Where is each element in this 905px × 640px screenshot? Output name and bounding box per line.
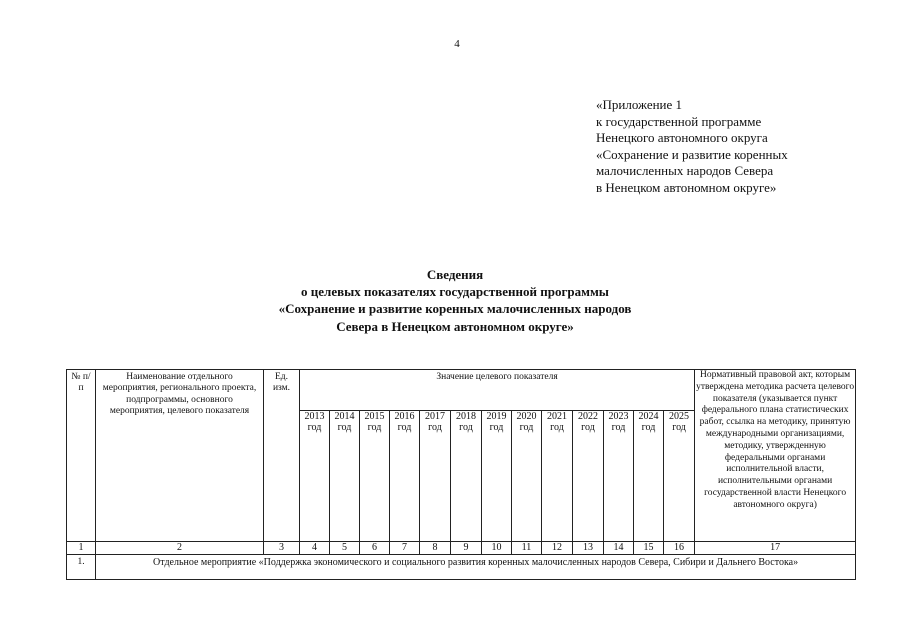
column-number: 12 xyxy=(542,542,573,555)
year-cell: 2016 год xyxy=(390,411,420,542)
year-cell: 2022 год xyxy=(573,411,604,542)
table-row xyxy=(67,555,856,580)
column-number: 13 xyxy=(573,542,604,555)
column-number: 6 xyxy=(360,542,390,555)
year-cell: 2013 год xyxy=(300,411,330,542)
column-number: 14 xyxy=(604,542,634,555)
year-cell: 2015 год xyxy=(360,411,390,542)
page-number: 4 xyxy=(454,38,460,50)
appendix-line: малочисленных народов Севера xyxy=(596,163,774,179)
row-number: 1. xyxy=(67,555,96,580)
year-cell: 2019 год xyxy=(482,411,512,542)
column-number: 2 xyxy=(96,542,264,555)
appendix-line: «Сохранение и развитие коренных xyxy=(596,146,788,162)
column-number: 8 xyxy=(420,542,451,555)
column-number: 17 xyxy=(695,542,856,555)
appendix-note xyxy=(596,97,788,197)
header-unit: Ед. изм. xyxy=(264,370,300,542)
heading-line: «Сохранение и развитие коренных малочисленных народов xyxy=(278,301,632,317)
column-number-row xyxy=(67,542,856,555)
column-number: 3 xyxy=(264,542,300,555)
column-number: 16 xyxy=(664,542,695,555)
appendix-line: Ненецкого автономного округа xyxy=(596,130,768,146)
year-cell: 2025 год xyxy=(664,411,695,542)
year-cell: 2021 год xyxy=(542,411,573,542)
column-number: 1 xyxy=(67,542,96,555)
appendix-line: в Ненецком автономном округе» xyxy=(596,179,777,195)
event-title: Отдельное мероприятие «Поддержка экономического и социального развития коренных малочисленных народов Севера, Сибири и Дальнего Востока» xyxy=(96,555,856,580)
column-number: 4 xyxy=(300,542,330,555)
column-number: 11 xyxy=(512,542,542,555)
heading-line: о целевых показателях государственной программы xyxy=(301,284,609,300)
year-cell: 2018 год xyxy=(451,411,482,542)
year-cell: 2024 год xyxy=(634,411,664,542)
header-value: Значение целевого показателя xyxy=(300,370,695,411)
heading-line: Севера в Ненецком автономном округе» xyxy=(336,318,574,334)
column-number: 5 xyxy=(330,542,360,555)
year-cell: 2017 год xyxy=(420,411,451,542)
heading-title: Сведения xyxy=(426,267,484,282)
year-cell: 2020 год xyxy=(512,411,542,542)
column-number: 10 xyxy=(482,542,512,555)
column-number: 9 xyxy=(451,542,482,555)
appendix-line: «Приложение 1 xyxy=(596,97,683,112)
header-name: Наименование отдельного мероприятия, регионального проекта, подпрограммы, основного мероприятия, целевого показателя xyxy=(96,370,264,542)
header-num: № п/п xyxy=(67,370,96,542)
document-heading xyxy=(200,266,710,335)
column-number: 7 xyxy=(390,542,420,555)
year-cell: 2014 год xyxy=(330,411,360,542)
header-row xyxy=(67,370,856,411)
year-cell: 2023 год xyxy=(604,411,634,542)
header-normative: Нормативный правовой акт, которым утверждена методика расчета целевого показателя (указывается пункт федерального плана статистических работ, ссылка на методику, принятую международными организациями, методику, утвержденную федеральными органами исполнительной власти, исполнительными органами государственной власти Ненецкого автономного округа) xyxy=(695,370,856,542)
indicators-table xyxy=(66,369,856,580)
column-number: 15 xyxy=(634,542,664,555)
appendix-line: к государственной программе xyxy=(596,113,762,129)
